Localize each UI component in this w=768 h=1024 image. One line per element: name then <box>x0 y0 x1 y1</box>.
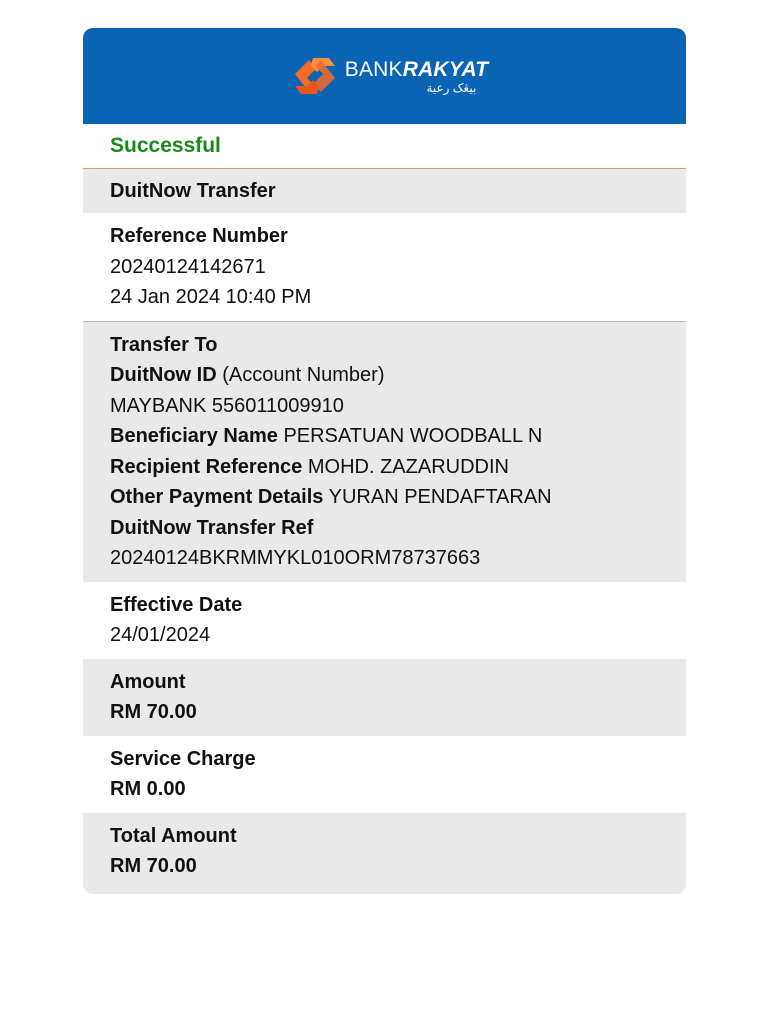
transaction-datetime: 24 Jan 2024 10:40 PM <box>110 286 312 308</box>
total-amount-section <box>83 813 686 894</box>
duitnow-id-label: DuitNow ID <box>110 364 217 386</box>
recipient-reference-label: Recipient Reference <box>110 455 303 478</box>
effective-date-section <box>83 582 686 659</box>
duitnow-id-type: (Account Number) <box>222 364 385 386</box>
amount-section <box>83 659 686 736</box>
receipt-card <box>83 28 686 894</box>
bank-logo <box>293 56 489 96</box>
total-amount-value: RM 70.00 <box>110 855 197 877</box>
recipient-reference-line <box>110 452 666 483</box>
duitnow-transfer-ref-label: DuitNow Transfer Ref <box>110 516 314 539</box>
bank-header <box>83 28 686 124</box>
bank-rakyat-logo-icon <box>293 56 337 96</box>
total-amount-label: Total Amount <box>110 824 237 847</box>
other-payment-details-value: YURAN PENDAFTARAN <box>328 486 552 508</box>
service-charge-label: Service Charge <box>110 747 256 770</box>
service-charge-section <box>83 736 686 813</box>
transaction-type: DuitNow Transfer <box>83 169 686 213</box>
beneficiary-line <box>110 421 666 452</box>
other-payment-details-label: Other Payment Details <box>110 486 324 508</box>
transfer-to-heading: Transfer To <box>110 333 218 356</box>
status-text: Successful <box>83 124 686 169</box>
effective-date-label: Effective Date <box>110 593 243 616</box>
reference-label: Reference Number <box>110 225 288 247</box>
other-payment-details-line <box>110 482 666 513</box>
duitnow-transfer-ref-value: 20240124BKRMMYKL010ORM78737663 <box>110 547 481 569</box>
bank-name-jawi: بيڠک رعية <box>426 80 477 95</box>
amount-label: Amount <box>110 670 186 693</box>
transfer-to-section <box>83 321 686 582</box>
duitnow-id-line <box>110 360 666 391</box>
reference-section <box>83 213 686 321</box>
bank-name: BANKRAKYAT <box>344 57 489 81</box>
service-charge-value: RM 0.00 <box>110 778 186 800</box>
beneficiary-value: PERSATUAN WOODBALL N <box>283 425 543 447</box>
reference-number: 20240124142671 <box>110 255 266 278</box>
effective-date-value: 24/01/2024 <box>110 624 211 646</box>
beneficiary-label: Beneficiary Name <box>110 425 278 447</box>
amount-value: RM 70.00 <box>110 701 197 723</box>
account-number: MAYBANK 556011009910 <box>110 394 344 417</box>
recipient-reference-value: MOHD. ZAZARUDDIN <box>307 455 509 478</box>
